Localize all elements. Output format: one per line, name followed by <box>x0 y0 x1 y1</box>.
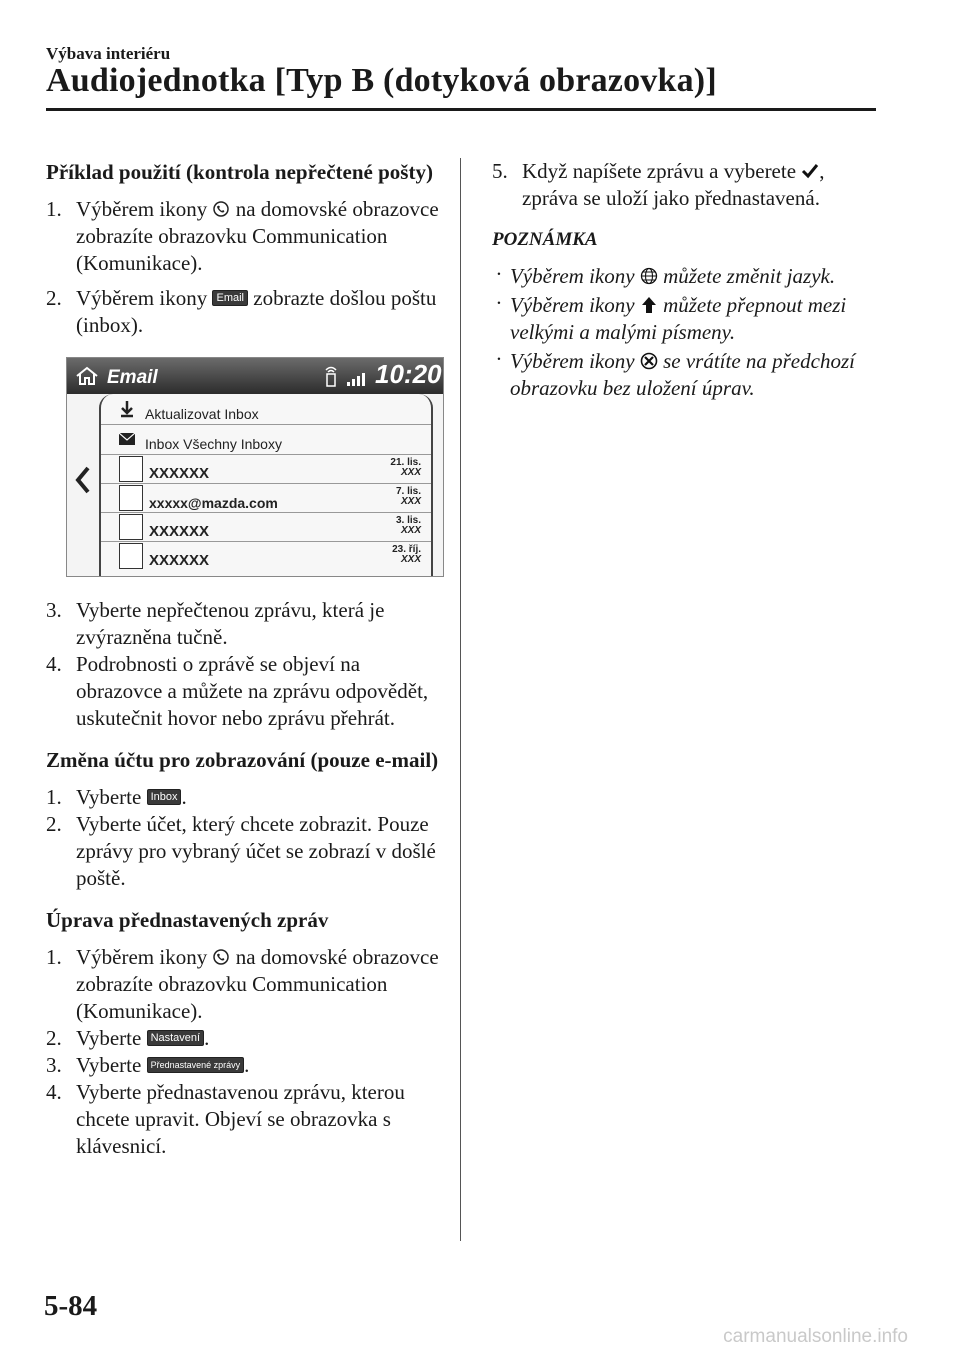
section-label: Výbava interiéru <box>46 44 171 63</box>
cancel-circle-icon <box>640 352 658 370</box>
column-divider <box>460 158 461 1241</box>
screen-title: Email <box>107 367 158 388</box>
globe-icon <box>640 267 658 285</box>
home-icon[interactable] <box>75 366 99 386</box>
inbox-button-graphic: Inbox <box>147 789 182 805</box>
contact-avatar-icon <box>119 514 143 540</box>
note-1: · Výběrem ikony můžete změnit jazyk. <box>496 262 836 288</box>
contact-avatar-icon <box>119 543 143 569</box>
message-sender: XXXXXX <box>149 552 210 569</box>
message-sender: XXXXXX <box>149 465 210 482</box>
message-list <box>99 394 433 576</box>
download-icon <box>119 400 135 418</box>
communication-icon <box>212 200 230 218</box>
step-text: Výběrem ikony <box>76 286 208 310</box>
message-date: 21. lis. XXX <box>390 457 421 478</box>
message-date: 7. lis. XXX <box>395 486 421 507</box>
step-text: na domovské obrazovce zobrazíte obrazovku Communication (Komunikace). <box>76 945 439 1023</box>
step-number: 2. <box>46 1026 62 1050</box>
step-text: , zpráva se uloží jako přednastavená. <box>522 159 825 210</box>
step-text: Vyberte <box>76 1026 142 1050</box>
step-text: . <box>204 1026 210 1050</box>
note-text: Výběrem ikony <box>510 293 635 317</box>
edit-step-1 <box>46 944 446 1025</box>
account-step-2 <box>46 811 446 892</box>
message-row[interactable] <box>101 483 431 513</box>
watermark: carmanualsonline.info <box>723 1326 908 1347</box>
step-text: Když napíšete zprávu a vyberete <box>522 159 797 183</box>
shift-arrow-icon <box>640 296 658 314</box>
screen-status-bar <box>67 358 443 394</box>
step-5 <box>492 158 882 212</box>
step-number: 3. <box>46 598 62 622</box>
step-text: Vyberte <box>76 1053 142 1077</box>
step-number: 5. <box>492 159 508 183</box>
edit-step-2 <box>46 1025 446 1052</box>
step-text: Vyberte účet, který chcete zobrazit. Pouze zprávy pro vybraný účet se zobrazí v došlé poště. <box>76 812 436 890</box>
step-2 <box>46 285 446 339</box>
message-sender: XXXXXX <box>149 523 210 540</box>
page-title: Audiojednotka [Typ B (dotyková obrazovka)] <box>46 62 717 99</box>
step-number: 1. <box>46 785 62 809</box>
message-sender: xxxxx@mazda.com <box>149 495 278 511</box>
back-arrow-icon[interactable] <box>75 466 91 494</box>
left-column <box>46 158 446 1160</box>
note-2: · Výběrem ikony můžete přepnout mezi velkými a malými písmeny. <box>496 291 847 344</box>
message-date: 3. lis. XXX <box>395 515 421 536</box>
note-title: POZNÁMKA <box>492 229 598 250</box>
step-number: 3. <box>46 1053 62 1077</box>
communication-icon <box>212 948 230 966</box>
screen-clock: 10:20 <box>375 359 442 389</box>
step-text: Podrobnosti o zprávě se objeví na obrazovce a můžete na zprávu odpovědět, uskutečnit hovor nebo zprávu přehrát. <box>76 652 429 730</box>
account-heading: Změna účtu pro zobrazování (pouze e-mail) <box>46 748 439 772</box>
note-text: Výběrem ikony <box>510 349 635 373</box>
contact-avatar-icon <box>119 456 143 482</box>
inbox-row[interactable] <box>101 424 431 455</box>
step-number: 4. <box>46 652 62 676</box>
account-step-1 <box>46 784 446 811</box>
email-screen <box>66 357 444 577</box>
step-text: Vyberte nepřečtenou zprávu, která je zvýrazněna tučně. <box>76 598 385 649</box>
step-number: 4. <box>46 1080 62 1104</box>
step-text: na domovské obrazovce zobrazíte obrazovku Communication (Komunikace). <box>76 197 439 275</box>
message-row[interactable] <box>101 541 431 570</box>
envelope-icon <box>119 433 135 445</box>
message-row[interactable] <box>101 512 431 542</box>
step-text: Vyberte přednastavenou zprávu, kterou chcete upravit. Objeví se obrazovka s klávesnicí. <box>76 1080 405 1158</box>
checkmark-icon <box>801 162 819 180</box>
settings-button-graphic: Nastavení <box>147 1030 205 1046</box>
step-4 <box>46 651 446 732</box>
right-column <box>492 158 882 404</box>
contact-avatar-icon <box>119 485 143 511</box>
message-date: 23. říj. XXX <box>392 544 421 565</box>
update-inbox-label: Aktualizovat Inbox <box>145 406 259 422</box>
step-3 <box>46 597 446 651</box>
step-number: 2. <box>46 286 62 310</box>
step-text: Výběrem ikony <box>76 945 208 969</box>
edit-step-4 <box>46 1079 446 1160</box>
title-rule <box>46 108 876 111</box>
email-button-graphic: Email <box>212 290 248 306</box>
signal-icon <box>325 364 369 388</box>
note-text: můžete změnit jazyk. <box>663 264 836 288</box>
inbox-label: Inbox Všechny Inboxy <box>145 436 282 452</box>
note-text: se vrátíte na předchozí obrazovku bez uložení úprav. <box>510 349 855 400</box>
step-number: 1. <box>46 197 62 221</box>
step-number: 2. <box>46 812 62 836</box>
step-text: . <box>181 785 187 809</box>
example-heading: Příklad použití (kontrola nepřečtené pošty) <box>46 160 433 184</box>
page-number: 5-84 <box>44 1290 98 1322</box>
step-number: 1. <box>46 945 62 969</box>
step-text: Výběrem ikony <box>76 197 208 221</box>
message-row[interactable] <box>101 454 431 484</box>
preset-messages-button-graphic: Přednastavené zprávy <box>147 1057 245 1073</box>
edit-heading: Úprava přednastavených zpráv <box>46 908 329 932</box>
step-text: . <box>244 1053 250 1077</box>
edit-step-3 <box>46 1052 446 1079</box>
note-text: můžete přepnout mezi velkými a malými písmeny. <box>510 293 847 344</box>
note-3: · Výběrem ikony se vrátíte na předchozí obrazovku bez uložení úprav. <box>496 347 855 400</box>
note-text: Výběrem ikony <box>510 264 635 288</box>
step-1 <box>46 196 446 277</box>
step-text: zobrazte došlou poštu (inbox). <box>76 286 437 337</box>
update-inbox-row[interactable] <box>101 394 431 425</box>
step-text: Vyberte <box>76 785 142 809</box>
